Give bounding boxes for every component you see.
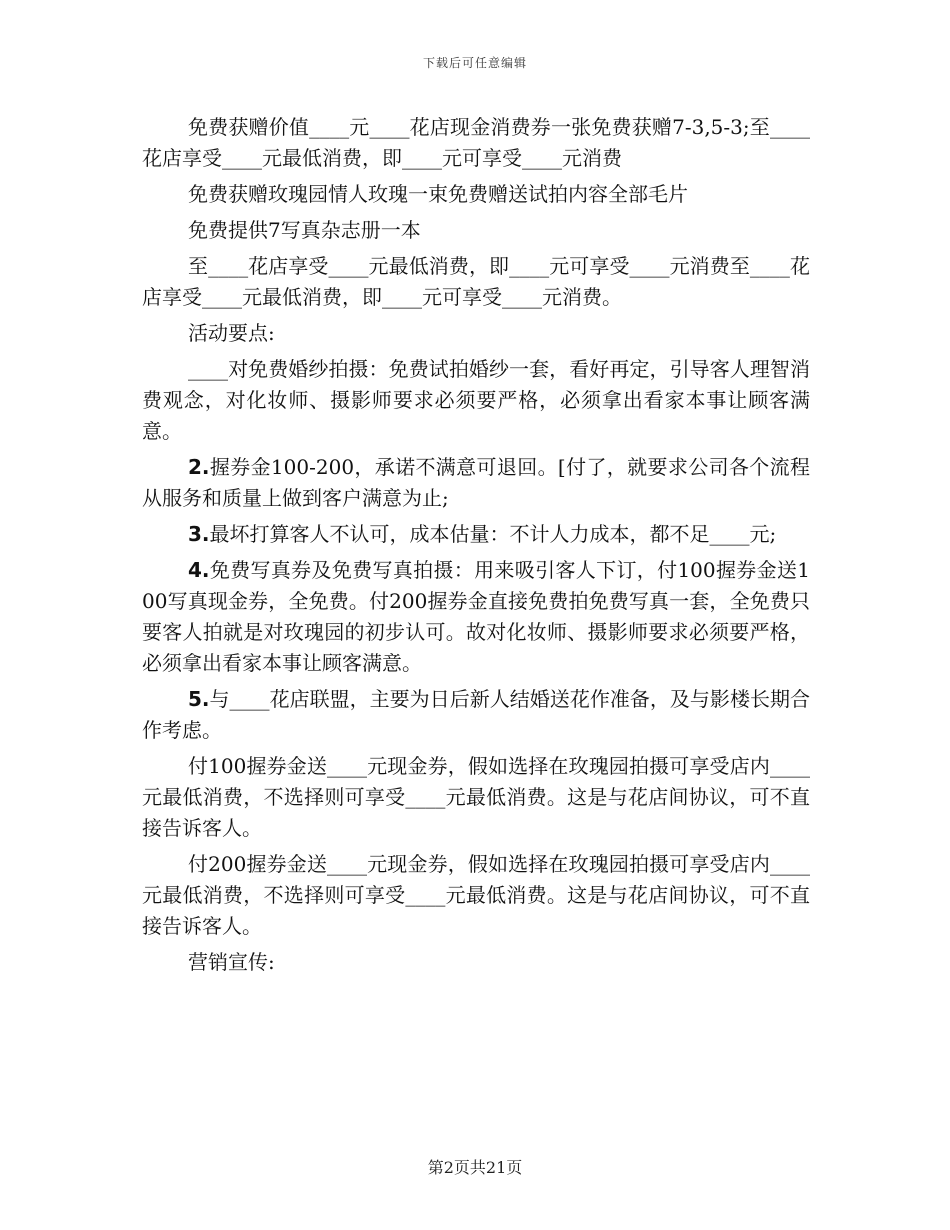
paragraph-text: 免费写真券及免费写真拍摄：用来吸引客人下订，付100握券金送100写真现金券，全免费。付200握券金直接免费拍免费写真一套，全免费只要客人拍就是对玫瑰园的初步认可。故对化妆师、摄影师要求必须要严格，必须拿出看家本事让顾客满意。 — [142, 558, 810, 675]
paragraph — [142, 112, 810, 174]
paragraph-text: 握券金100-200，承诺不满意可退回。[付了，就要求公司各个流程从服务和质量上做到客户满意为止; — [142, 455, 810, 510]
paragraph-text: 至____花店享受____元最低消费，即____元可享受____元消费至____花店享受____元最低消费，即____元可享受____元消费。 — [142, 254, 810, 309]
list-number: 3. — [188, 522, 210, 546]
paragraph-text: 最坏打算客人不认可，成本估量：不计人力成本，都不足____元; — [209, 522, 777, 546]
paragraph — [142, 751, 810, 844]
numbered-paragraph — [142, 555, 810, 679]
list-number: 5. — [188, 687, 210, 711]
paragraph — [142, 179, 810, 210]
paragraph-text: 免费获赠价值____元____花店现金消费券一张免费获赠7-3,5-3;至____花店享受____元最低消费，即____元可享受____元消费 — [142, 115, 810, 170]
paragraph-text: 付100握券金送____元现金券，假如选择在玫瑰园拍摄可享受店内____元最低消费，不选择则可享受____元最低消费。这是与花店间协议，可不直接告诉客人。 — [142, 754, 810, 840]
paragraph-text: 免费获赠玫瑰园情人玫瑰一束免费赠送试拍内容全部毛片 — [188, 182, 688, 206]
paragraph-text: 付200握券金送____元现金券，假如选择在玫瑰园拍摄可享受店内____元最低消费，不选择则可享受____元最低消费。这是与花店间协议，可不直接告诉客人。 — [142, 852, 810, 938]
document-body — [142, 112, 810, 983]
paragraph — [142, 215, 810, 246]
paragraph-text: 营销宣传: — [188, 950, 275, 974]
numbered-paragraph — [142, 452, 810, 514]
page-footer: 第2页共21页 — [427, 1158, 523, 1177]
paragraph-text: ____对免费婚纱拍摄：免费试拍婚纱一套，看好再定，引导客人理智消费观念，对化妆师、摄影师要求必须要严格，必须拿出看家本事让顾客满意。 — [142, 357, 810, 443]
section-heading — [142, 947, 810, 978]
paragraph — [142, 354, 810, 447]
paragraph — [142, 849, 810, 942]
list-number: 2. — [188, 455, 210, 479]
paragraph-text: 活动要点: — [188, 321, 275, 345]
numbered-paragraph — [142, 519, 810, 550]
paragraph-text: 与____花店联盟，主要为日后新人结婚送花作准备，及与影楼长期合作考虑。 — [142, 687, 810, 742]
paragraph-text: 免费提供7写真杂志册一本 — [188, 218, 421, 242]
paragraph — [142, 251, 810, 313]
list-number: 4. — [188, 558, 210, 582]
page-header: 下载后可任意编辑 — [422, 56, 527, 70]
numbered-paragraph — [142, 684, 810, 746]
section-heading — [142, 318, 810, 349]
